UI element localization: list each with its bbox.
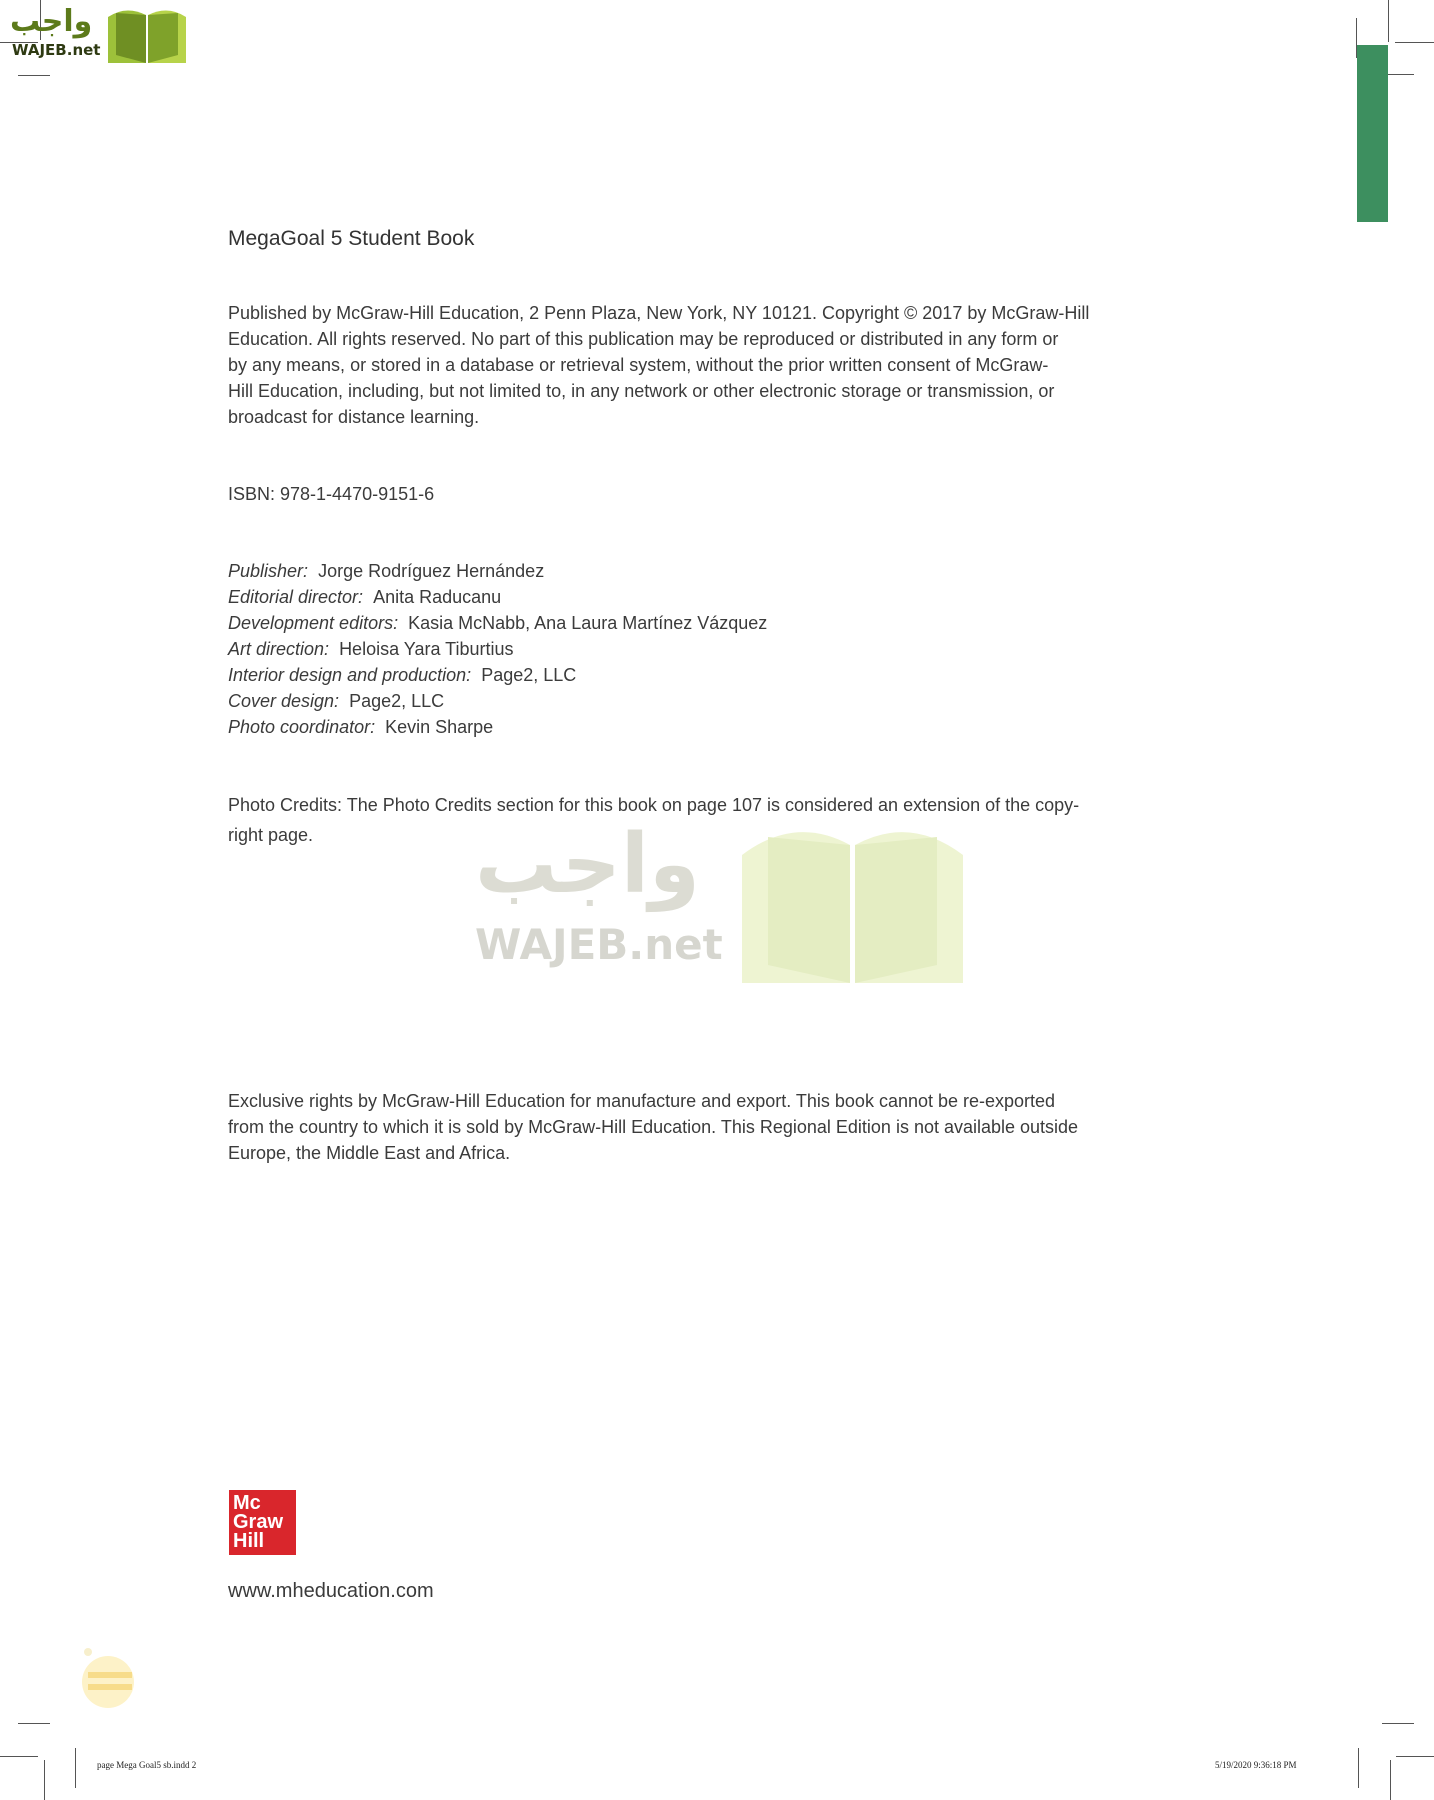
exclusive-rights — [228, 1088, 1078, 1166]
credit-label: Development editors: — [228, 613, 399, 633]
credit-value: Kasia McNabb, Ana Laura Martínez Vázquez — [408, 613, 768, 633]
credit-value: Page2, LLC — [481, 665, 577, 685]
green-tab — [1357, 45, 1388, 222]
credit-row — [228, 688, 767, 714]
copyright-line: Education. All rights reserved. No part of this publication may be reproduced or distributed in any form or — [228, 329, 1059, 349]
slug-filename: page Mega Goal5 sb.indd 2 — [97, 1760, 197, 1770]
photo-credits-line: right page. — [228, 825, 314, 845]
credit-row — [228, 584, 767, 610]
crop-mark — [1388, 0, 1389, 42]
credits-list — [228, 558, 767, 740]
credit-row — [228, 558, 767, 584]
logo-line: Mc — [233, 1492, 261, 1514]
credit-label: Photo coordinator: — [228, 717, 376, 737]
mcgraw-hill-logo — [229, 1490, 296, 1555]
watermark-book-icon — [740, 815, 965, 985]
crop-mark — [1382, 1723, 1414, 1724]
wajeb-logo-small — [8, 5, 188, 65]
slug-timestamp: 5/19/2020 9:36:18 PM — [1215, 1760, 1297, 1770]
exclusive-rights-line: Europe, the Middle East and Africa. — [228, 1143, 511, 1163]
credit-label: Editorial director: — [228, 587, 364, 607]
credit-label: Cover design: — [228, 691, 340, 711]
crop-mark — [0, 1756, 38, 1757]
website-link[interactable]: www.mheducation.com — [228, 1580, 434, 1602]
exclusive-rights-line: from the country to which it is sold by McGraw-Hill Education. This Regional Edition is not available outside — [228, 1117, 1079, 1137]
crop-mark — [44, 1760, 45, 1800]
credit-row — [228, 636, 767, 662]
credit-label: Interior design and production: — [228, 665, 472, 685]
crop-mark — [18, 75, 50, 76]
credit-row — [228, 662, 767, 688]
crop-mark — [1395, 42, 1434, 43]
wajeb-logo-arabic: واجب — [10, 4, 93, 39]
faint-emblem-icon — [78, 1640, 148, 1710]
page-title: MegaGoal 5 Student Book — [228, 227, 475, 250]
copyright-line: Published by McGraw-Hill Education, 2 Penn Plaza, New York, NY 10121. Copyright © 2017 by McGraw-Hill — [228, 303, 1090, 323]
logo-line: Graw — [233, 1511, 284, 1533]
logo-line: Hill — [233, 1530, 265, 1552]
credit-label: Publisher: — [228, 561, 309, 581]
credit-value: Heloisa Yara Tiburtius — [339, 639, 514, 659]
copyright-paragraph — [228, 300, 1089, 430]
crop-mark — [1396, 1756, 1434, 1757]
credit-value: Jorge Rodríguez Hernández — [318, 561, 545, 581]
wajeb-logo-latin: WAJEB.net — [12, 41, 101, 59]
credit-row — [228, 610, 767, 636]
credit-label: Art direction: — [228, 639, 330, 659]
crop-mark — [1358, 1748, 1359, 1788]
copyright-line: by any means, or stored in a database or retrieval system, without the prior written consent of McGraw- — [228, 355, 1049, 375]
exclusive-rights-line: Exclusive rights by McGraw-Hill Education for manufacture and export. This book cannot be re-exported — [228, 1091, 1056, 1111]
watermark-arabic: واجب — [475, 817, 700, 912]
book-icon — [106, 5, 188, 65]
credit-value: Kevin Sharpe — [385, 717, 494, 737]
copyright-line: broadcast for distance learning. — [228, 407, 480, 427]
crop-mark — [1390, 1760, 1391, 1800]
crop-mark — [18, 1723, 50, 1724]
wajeb-watermark — [470, 815, 970, 990]
photo-credits-line: Photo Credits: The Photo Credits section for this book on page 107 is considered an extension of the copy- — [228, 795, 1080, 815]
isbn: ISBN: 978-1-4470-9151-6 — [228, 484, 435, 504]
copyright-line: Hill Education, including, but not limited to, in any network or other electronic storage or transmission, or — [228, 381, 1055, 401]
crop-mark — [75, 1748, 76, 1788]
watermark-latin: WAJEB.net — [475, 920, 723, 969]
credit-value: Anita Raducanu — [373, 587, 502, 607]
credit-value: Page2, LLC — [349, 691, 445, 711]
credit-row — [228, 714, 767, 740]
